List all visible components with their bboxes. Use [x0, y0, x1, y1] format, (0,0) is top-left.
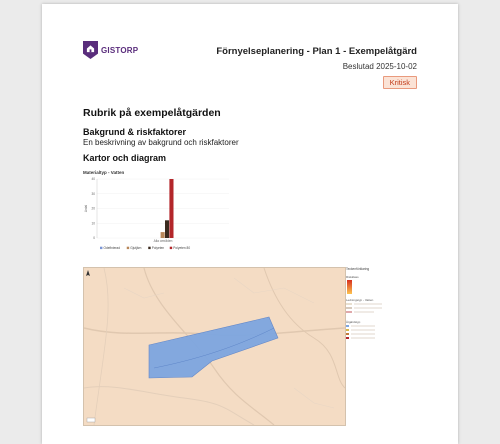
bar-gjutjärn [161, 232, 165, 238]
measure-heading: Rubrik på exempelåtgärden [83, 107, 221, 119]
risk-gradient-icon [346, 280, 356, 294]
legend-swatch [170, 247, 172, 249]
legend-title: Teckenförklaring [346, 267, 370, 271]
bar-polyeten [165, 220, 169, 238]
legend-label: Polyeten [151, 246, 165, 250]
section-background-title: Bakgrund & riskfaktorer [83, 127, 187, 137]
legend-label: Gjutjärn [130, 246, 142, 250]
logo-text: GISTORP [101, 45, 139, 55]
section-maps-title: Kartor och diagram [83, 153, 167, 163]
section-background-text: En beskrivning av bakgrund och riskfaktorer [83, 138, 239, 147]
bar-polyeten-80 [169, 179, 173, 238]
x-tick-label: Alla områden [153, 239, 173, 243]
legend-swatch [100, 247, 102, 249]
material-bar-chart [83, 176, 233, 256]
y-tick-label: 30 [91, 191, 95, 196]
report-page [42, 4, 458, 444]
legend-label: Odefinierad [103, 246, 120, 250]
scale-bar [87, 418, 95, 422]
map-legend [346, 267, 406, 347]
y-axis-label: Antal [84, 204, 88, 213]
legend-group-pipe: Ledningstyp - Vatten [346, 298, 374, 302]
priority-badge: Kritisk [383, 76, 417, 89]
logo [83, 41, 138, 59]
document-status: Beslutad 2025-10-02 [342, 62, 417, 71]
legend-group-action: Åtgärdstyp [346, 320, 361, 324]
chart-title: Materialtyp - Vatten [83, 170, 125, 175]
pipe-legend-icons [346, 302, 386, 316]
y-tick-label: 10 [91, 221, 95, 226]
map-canvas [84, 268, 345, 425]
legend-group-risk: Riskklass [346, 275, 359, 279]
house-icon [83, 41, 98, 59]
legend-swatch [148, 247, 150, 249]
action-legend-icons [346, 324, 386, 340]
y-tick-label: 20 [91, 206, 95, 211]
map-view[interactable] [83, 267, 346, 426]
north-arrow-icon [86, 270, 90, 276]
measure-area [149, 317, 278, 378]
legend-label: Polyeten 80 [173, 246, 191, 250]
document-title: Förnyelseplanering - Plan 1 - Exempelåtgärd [216, 46, 417, 57]
y-tick-label: 40 [91, 177, 95, 181]
legend-swatch [127, 247, 129, 249]
y-tick-label: 0 [93, 236, 95, 240]
